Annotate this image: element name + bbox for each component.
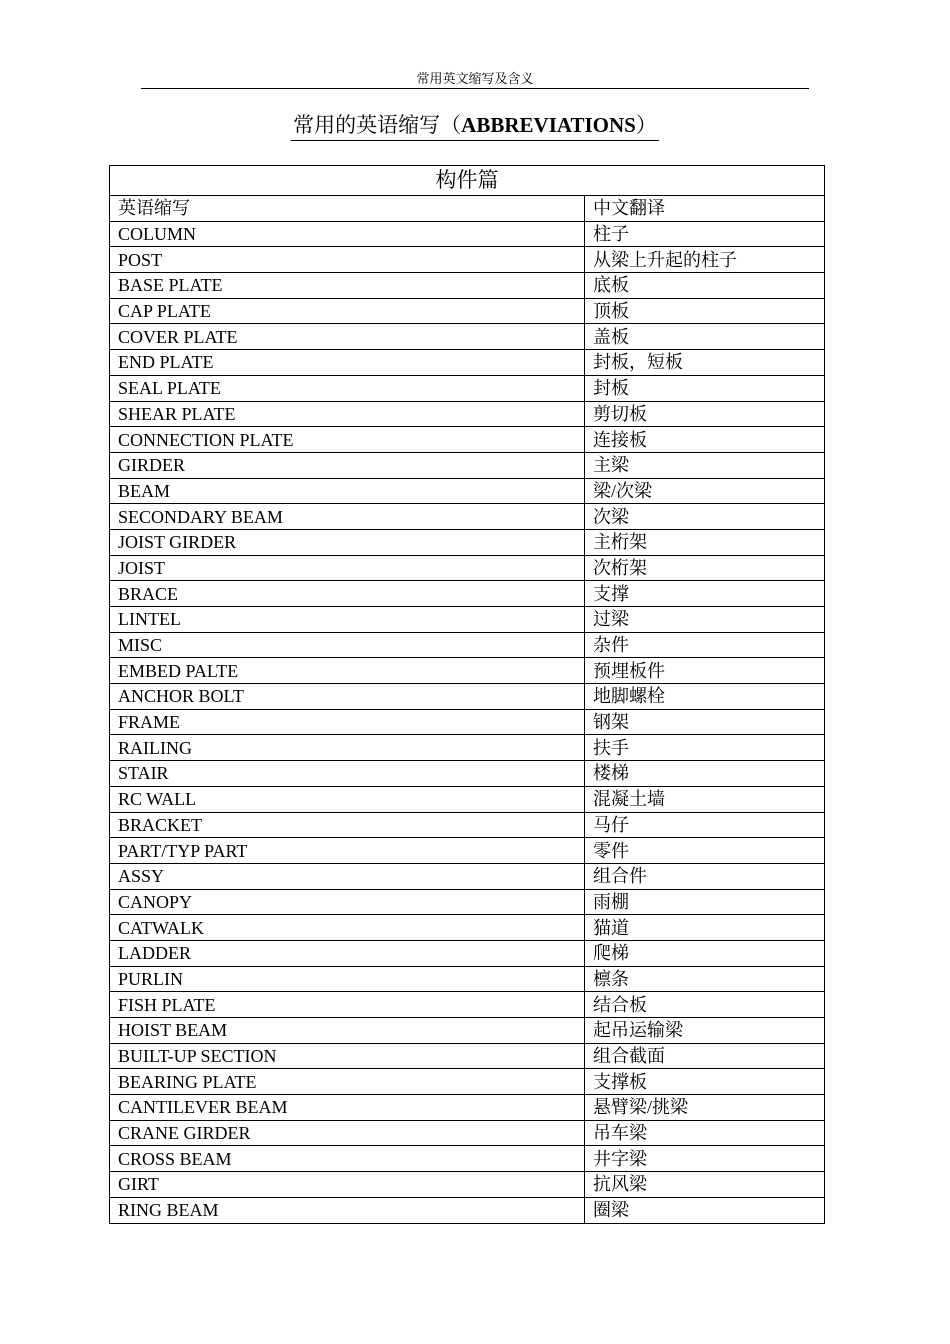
abbreviation-cell: CONNECTION PLATE [110,427,585,453]
abbreviation-cell: LINTEL [110,607,585,633]
translation-cell: 杂件 [585,632,825,658]
translation-cell: 爬梯 [585,940,825,966]
abbreviation-cell: BRACE [110,581,585,607]
abbreviation-cell: BEAM [110,478,585,504]
table-row [110,735,825,761]
abbreviation-cell: RING BEAM [110,1197,585,1223]
translation-cell: 混凝土墙 [585,786,825,812]
translation-cell: 梁/次梁 [585,478,825,504]
translation-cell: 井字梁 [585,1146,825,1172]
abbreviation-cell: END PLATE [110,350,585,376]
abbreviation-cell: POST [110,247,585,273]
table-row [110,786,825,812]
abbreviation-cell: FISH PLATE [110,992,585,1018]
translation-cell: 封板，短板 [585,350,825,376]
abbreviations-table [109,165,825,1224]
table-row [110,1172,825,1198]
table-row [110,478,825,504]
section-header-row [110,166,825,196]
table-row [110,812,825,838]
table-row [110,504,825,530]
translation-cell: 过梁 [585,607,825,633]
table-row [110,324,825,350]
abbreviation-cell: COVER PLATE [110,324,585,350]
abbreviation-cell: COLUMN [110,221,585,247]
table-row [110,247,825,273]
abbreviation-cell: LADDER [110,940,585,966]
document-title [0,111,950,141]
abbreviation-cell: GIRDER [110,452,585,478]
table-row [110,555,825,581]
translation-cell: 悬臂梁/挑梁 [585,1095,825,1121]
translation-cell: 猫道 [585,915,825,941]
abbreviation-cell: EMBED PALTE [110,658,585,684]
abbreviation-cell: CANTILEVER BEAM [110,1095,585,1121]
abbreviation-cell: CRANE GIRDER [110,1120,585,1146]
abbreviation-cell: RC WALL [110,786,585,812]
translation-cell: 从梁上升起的柱子 [585,247,825,273]
table-row [110,966,825,992]
section-title: 构件篇 [110,166,825,196]
abbreviation-cell: STAIR [110,761,585,787]
translation-cell: 连接板 [585,427,825,453]
table-row [110,1095,825,1121]
table-row [110,350,825,376]
table-row [110,607,825,633]
table-row [110,529,825,555]
table-row [110,992,825,1018]
page-header: 常用英文缩写及含义 [141,70,809,89]
table-row [110,427,825,453]
translation-cell: 雨棚 [585,889,825,915]
table-row [110,1120,825,1146]
abbreviation-cell: FRAME [110,709,585,735]
translation-cell: 柱子 [585,221,825,247]
table-row [110,863,825,889]
column-header-row [110,196,825,222]
translation-cell: 组合截面 [585,1043,825,1069]
abbreviation-cell: SHEAR PLATE [110,401,585,427]
table-row [110,632,825,658]
abbreviation-cell: BUILT-UP SECTION [110,1043,585,1069]
table-row [110,761,825,787]
translation-cell: 圈梁 [585,1197,825,1223]
abbreviation-cell: PURLIN [110,966,585,992]
translation-cell: 马仔 [585,812,825,838]
translation-cell: 楼梯 [585,761,825,787]
table-row [110,581,825,607]
abbreviation-cell: BRACKET [110,812,585,838]
translation-cell: 结合板 [585,992,825,1018]
table-row [110,709,825,735]
table-row [110,1069,825,1095]
table-row [110,401,825,427]
table-row [110,684,825,710]
abbreviation-cell: SECONDARY BEAM [110,504,585,530]
translation-cell: 封板 [585,375,825,401]
table-row [110,221,825,247]
translation-cell: 零件 [585,838,825,864]
abbreviation-cell: CAP PLATE [110,298,585,324]
abbreviation-cell: CANOPY [110,889,585,915]
abbreviation-cell: JOIST GIRDER [110,529,585,555]
translation-cell: 底板 [585,273,825,299]
translation-cell: 剪切板 [585,401,825,427]
column-header-chinese: 中文翻译 [585,196,825,222]
translation-cell: 支撑板 [585,1069,825,1095]
translation-cell: 扶手 [585,735,825,761]
translation-cell: 钢架 [585,709,825,735]
column-header-english: 英语缩写 [110,196,585,222]
translation-cell: 檩条 [585,966,825,992]
translation-cell: 盖板 [585,324,825,350]
table-row [110,915,825,941]
table-row [110,273,825,299]
abbreviation-cell: SEAL PLATE [110,375,585,401]
title-latin: ABBREVIATIONS [461,113,636,137]
translation-cell: 地脚螺栓 [585,684,825,710]
abbreviation-cell: PART/TYP PART [110,838,585,864]
table-row [110,940,825,966]
translation-cell: 次桁架 [585,555,825,581]
abbreviation-cell: JOIST [110,555,585,581]
translation-cell: 主梁 [585,452,825,478]
abbreviation-cell: ANCHOR BOLT [110,684,585,710]
table-row [110,1018,825,1044]
table-row [110,658,825,684]
translation-cell: 抗风梁 [585,1172,825,1198]
translation-cell: 起吊运输梁 [585,1018,825,1044]
abbreviation-cell: RAILING [110,735,585,761]
table-row [110,889,825,915]
translation-cell: 顶板 [585,298,825,324]
title-underline [291,111,659,141]
translation-cell: 预埋板件 [585,658,825,684]
abbreviation-cell: MISC [110,632,585,658]
translation-cell: 吊车梁 [585,1120,825,1146]
abbreviation-cell: HOIST BEAM [110,1018,585,1044]
abbreviation-cell: CROSS BEAM [110,1146,585,1172]
abbreviation-cell: CATWALK [110,915,585,941]
abbreviation-cell: BASE PLATE [110,273,585,299]
table-row [110,1043,825,1069]
table-row [110,298,825,324]
table-row [110,452,825,478]
abbreviation-cell: GIRT [110,1172,585,1198]
title-suffix: ） [635,113,657,137]
table-row [110,1197,825,1223]
table-row [110,838,825,864]
title-prefix: 常用的英语缩写（ [293,113,462,137]
table-row [110,375,825,401]
translation-cell: 支撑 [585,581,825,607]
abbreviation-cell: BEARING PLATE [110,1069,585,1095]
table-row [110,1146,825,1172]
translation-cell: 组合件 [585,863,825,889]
translation-cell: 次梁 [585,504,825,530]
table-body [110,221,825,1223]
translation-cell: 主桁架 [585,529,825,555]
abbreviation-cell: ASSY [110,863,585,889]
